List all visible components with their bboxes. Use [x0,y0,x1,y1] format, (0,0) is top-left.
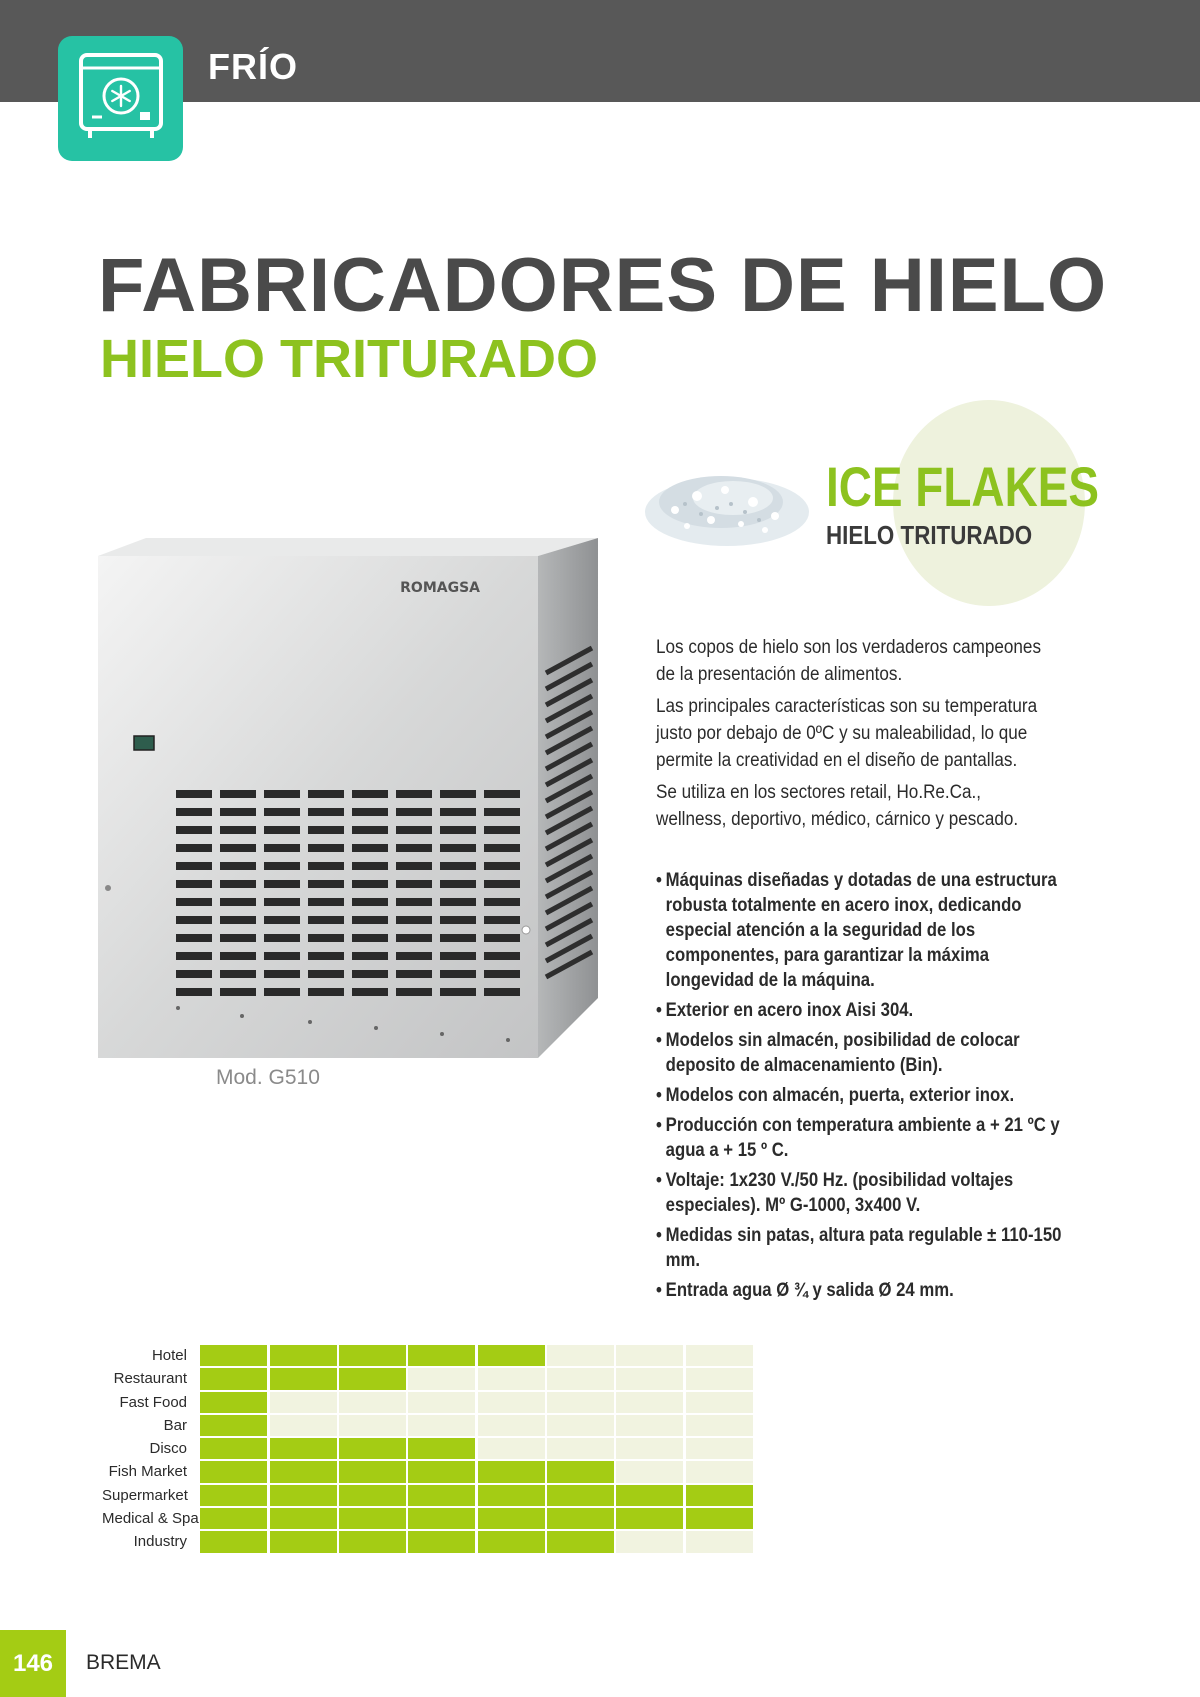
fridge-snowflake-icon [78,52,164,142]
level-cell-empty [686,1368,753,1389]
level-cell-filled [408,1531,475,1552]
level-cell-filled [686,1508,753,1529]
level-cell-empty [478,1415,545,1436]
level-cell-filled [200,1485,267,1506]
level-cell-empty [339,1392,406,1413]
level-cell-filled [270,1438,337,1459]
sector-label: Industry [133,1533,187,1551]
sector-label: Medical & Spa [102,1510,199,1528]
level-cell-filled [339,1438,406,1459]
level-cell-empty [547,1368,614,1389]
level-cell-filled [339,1368,406,1389]
level-cell-filled [478,1508,545,1529]
level-cell-filled [270,1345,337,1366]
level-cell-filled [547,1485,614,1506]
level-cell-filled [616,1508,683,1529]
description-paragraph: Los copos de hielo son los verdaderos campeones de la presentación de alimentos. [656,637,1042,685]
feature-item: • Medidas sin patas, altura pata regulable ± 110-150 mm. [656,1223,1070,1273]
level-cell-filled [686,1485,753,1506]
description-paragraph: Se utiliza en los sectores retail, Ho.Re.Ca., wellness, deportivo, médico, cárnico y pescado. [656,782,1019,830]
feature-item: • Exterior en acero inox Aisi 304. [656,998,1070,1023]
model-label: Mod. G510 [216,1066,320,1089]
level-cell-filled [478,1461,545,1482]
level-cell-filled [270,1461,337,1482]
crushed-ice-image [635,450,815,560]
level-cell-empty [686,1392,753,1413]
level-cell-filled [270,1531,337,1552]
sector-suitability-table [102,1344,754,1554]
level-cell-empty [547,1438,614,1459]
level-cell-filled [547,1531,614,1552]
sector-label: Fast Food [119,1393,187,1411]
level-cell-filled [339,1531,406,1552]
sector-row [102,1414,754,1437]
footer-brand: BREMA [86,1651,161,1674]
badge-title: ICE FLAKES [826,455,1099,518]
sector-label: Supermarket [102,1486,188,1504]
level-cell-empty [339,1415,406,1436]
level-cell-empty [547,1415,614,1436]
level-cell-empty [270,1392,337,1413]
level-cell-empty [686,1345,753,1366]
level-cell-empty [547,1345,614,1366]
level-cell-empty [616,1438,683,1459]
level-cell-empty [547,1392,614,1413]
sector-row [102,1530,754,1553]
page-subtitle: HIELO TRITURADO [100,329,598,389]
feature-item: • Producción con temperatura ambiente a + 21 ºC y agua a + 15 º C. [656,1113,1070,1163]
level-cell-empty [616,1461,683,1482]
level-cell-empty [478,1392,545,1413]
level-cell-filled [478,1531,545,1552]
sector-label: Disco [149,1440,187,1458]
level-cell-filled [339,1485,406,1506]
feature-item: • Modelos con almacén, puerta, exterior inox. [656,1083,1070,1108]
level-cell-filled [200,1508,267,1529]
level-cell-filled [200,1392,267,1413]
level-cell-filled [408,1485,475,1506]
level-cell-filled [547,1508,614,1529]
feature-item: • Voltaje: 1x230 V./50 Hz. (posibilidad voltajes especiales). Mº G-1000, 3x400 V. [656,1168,1070,1218]
level-cell-filled [408,1438,475,1459]
level-cell-empty [408,1415,475,1436]
level-cell-empty [616,1368,683,1389]
feature-item: • Entrada agua Ø ¾ y salida Ø 24 mm. [656,1278,1070,1303]
level-cell-filled [270,1508,337,1529]
level-cell-empty [478,1438,545,1459]
level-cell-filled [339,1345,406,1366]
level-cell-filled [200,1461,267,1482]
level-cell-filled [478,1485,545,1506]
level-cell-filled [408,1345,475,1366]
sector-label: Bar [163,1416,187,1434]
page-title: FABRICADORES DE HIELO [98,243,1108,328]
level-cell-empty [478,1368,545,1389]
level-cell-empty [686,1531,753,1552]
level-cell-filled [408,1461,475,1482]
level-cell-empty [686,1438,753,1459]
level-cell-filled [270,1485,337,1506]
sector-row [102,1437,754,1460]
category-badge [58,36,183,161]
category-label: FRÍO [208,46,298,87]
level-cell-filled [339,1508,406,1529]
level-cell-empty [686,1415,753,1436]
level-cell-filled [339,1461,406,1482]
sector-row [102,1391,754,1414]
feature-list [656,868,1070,1308]
sector-row [102,1344,754,1367]
description-paragraph: Las principales características son su temperatura justo por debajo de 0ºC y su maleabilidad, lo que permite la creatividad en el diseño de pantallas. [656,696,1038,771]
description [656,634,1043,838]
badge-subtitle: HIELO TRITURADO [826,520,1033,550]
sector-label: Hotel [151,1347,187,1364]
level-cell-empty [616,1531,683,1552]
level-cell-filled [270,1368,337,1389]
level-cell-filled [547,1461,614,1482]
sector-row [102,1367,754,1390]
level-cell-filled [200,1345,267,1366]
level-cell-filled [408,1508,475,1529]
sector-row [102,1507,754,1530]
level-cell-empty [686,1461,753,1482]
level-cell-empty [616,1345,683,1366]
feature-item: • Modelos sin almacén, posibilidad de colocar deposito de almacenamiento (Bin). [656,1028,1070,1078]
level-cell-empty [270,1415,337,1436]
level-cell-filled [200,1368,267,1389]
level-cell-empty [408,1368,475,1389]
level-cell-empty [408,1392,475,1413]
sector-label: Restaurant [113,1370,187,1388]
sector-row [102,1460,754,1483]
level-cell-empty [616,1392,683,1413]
level-cell-filled [478,1345,545,1366]
page-number: 146 [0,1630,66,1697]
sector-label: Fish Market [108,1463,187,1481]
level-cell-filled [200,1531,267,1552]
level-cell-filled [616,1485,683,1506]
sector-row [102,1484,754,1507]
ice-machine-image [68,508,608,1068]
level-cell-empty [616,1415,683,1436]
level-cell-filled [200,1415,267,1436]
level-cell-filled [200,1438,267,1459]
romagsa-logo: ROMAGSA [400,580,480,596]
feature-item: • Máquinas diseñadas y dotadas de una estructura robusta totalmente en acero inox, dedicando especial atención a la seguridad de los componentes, para garantizar la máxima longevidad de la máquina. [656,868,1070,993]
